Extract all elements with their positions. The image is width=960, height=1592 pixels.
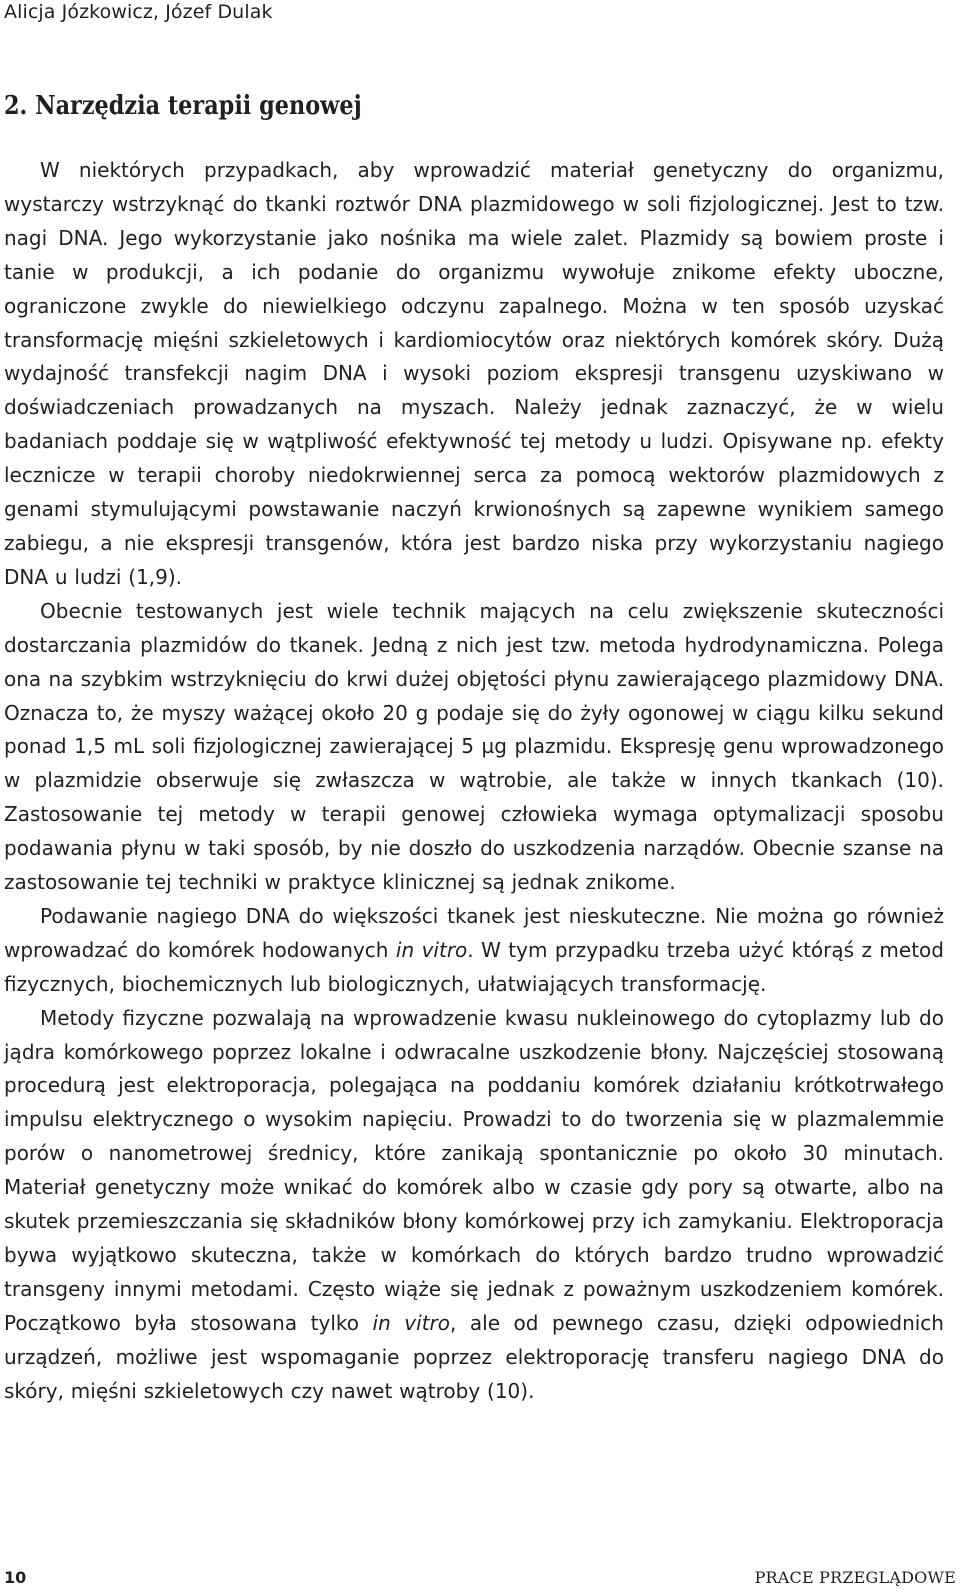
paragraph-text: Metody fizyczne pozwalają na wprowadzenie kwasu nukleinowego do cytoplazmy lub do jądra komórkowego poprzez lokalne i odwracalne uszkodzenie błony. Najczęściej stosowaną procedurą jest elektroporacja, polegająca na poddaniu komórek działaniu krótkotrwałego impulsu elektrycznego o wysokim napięciu. Prowadzi to do tworzenia się w plazmalemmie porów o nanometrowej średnicy, które zanikają spontanicznie po około 30 minutach. Materiał genetyczny może wnikać do komórek albo w czasie gdy pory są otwarte, albo na skutek przemieszczania się składników błony komórkowej przy ich zamykaniu. Elektroporacja bywa wyjątkowo skuteczna, także w komórkach do których bardzo trudno wprowadzić transgeny innymi metodami. Często wiąże się jednak z poważnym uszkodzeniem komórek. Początkowo była stosowana tylko bbox=[4, 1005, 944, 1335]
paragraph-text: . W tym przypadku trzeba użyć którąś z metod fizycznych, biochemicznych lub biologicznych, ułatwiających transformację. bbox=[4, 937, 944, 996]
paragraph-text: Podawanie nagiego DNA do większości tkanek jest nieskuteczne. Nie można go również wprowadzać do komórek hodowanych bbox=[4, 903, 944, 962]
paragraph-naked-dna bbox=[4, 154, 944, 595]
page-number: 10 bbox=[4, 1568, 27, 1587]
paragraph-hydrodynamic-method bbox=[4, 595, 944, 900]
section-heading: 2. Narzędzia terapii genowej bbox=[4, 91, 362, 121]
paragraph-text: , ale od pewnego czasu, dzięki odpowiednich urządzeń, możliwe jest wspomaganie poprzez elektroporację transferu nagiego DNA do skóry, mięśni szkieletowych czy nawet wątroby (10). bbox=[4, 1310, 944, 1403]
page-footer bbox=[4, 1567, 956, 1591]
paragraph-physical-methods bbox=[4, 1002, 944, 1409]
running-head-authors: Alicja Józkowicz, Józef Dulak bbox=[4, 1, 273, 23]
journal-section-label: PRACE PRZEGLĄDOWE bbox=[754, 1568, 956, 1587]
paragraph-text: W niektórych przypadkach, aby wprowadzić materiał genetyczny do organizmu, wystarczy wstrzyknąć do tkanki roztwór DNA plazmidowego w soli fizjologicznej. Jest to tzw. nagi DNA. Jego wykorzystanie jako nośnika ma wiele zalet. Plazmidy są bowiem proste i tanie w produkcji, a ich podanie do organizmu wywołuje znikome efekty uboczne, ograniczone zwykle do niewielkiego odczynu zapalnego. Można w ten sposób uzyskać transformację mięśni szkieletowych i kardiomiocytów oraz niektórych komórek skóry. Dużą wydajność transfekcji nagim DNA i wysoki poziom ekspresji transgenu uzyskiwano w doświadczeniach prowadzanych na myszach. Należy jednak zaznaczyć, że w wielu badaniach poddaje się w wątpliwość efektywność tej metody u ludzi. Opisywane np. efekty lecznicze w terapii choroby niedokrwiennej serca za pomocą wektorów plazmidowych z genami stymulującymi powstawanie naczyń krwionośnych są zapewne wynikiem samego zabiegu, a nie ekspresji transgenów, która jest bardzo niska przy wykorzystaniu nagiego DNA u ludzi (1,9). bbox=[4, 158, 944, 589]
paragraph-in-vitro-transfer bbox=[4, 900, 944, 1002]
italic-term: in vitro bbox=[395, 937, 468, 962]
paragraph-text: Obecnie testowanych jest wiele technik mających na celu zwiększenie skuteczności dostarczania plazmidów do tkanek. Jedną z nich jest tzw. metoda hydrodynamiczna. Polega ona na szybkim wstrzyknięciu do krwi dużej objętości płynu zawierającego plazmidowy DNA. Oznacza to, że myszy ważącej około 20 g podaje się do żyły ogonowej w ciągu kilku sekund ponad 1,5 mL soli fizjologicznej zawierającej 5 µg plazmidu. Ekspresję genu wprowadzonego w plazmidzie obserwuje się zwłaszcza w wątrobie, ale także w innych tkankach (10). Zastosowanie tej metody w terapii genowej człowieka wymaga optymalizacji sposobu podawania płynu w taki sposób, by nie doszło do uszkodzenia narządów. Obecnie szanse na zastosowanie tej techniki w praktyce klinicznej są jednak znikome. bbox=[4, 598, 944, 895]
italic-term: in vitro bbox=[372, 1310, 450, 1335]
article-body bbox=[4, 154, 944, 1409]
